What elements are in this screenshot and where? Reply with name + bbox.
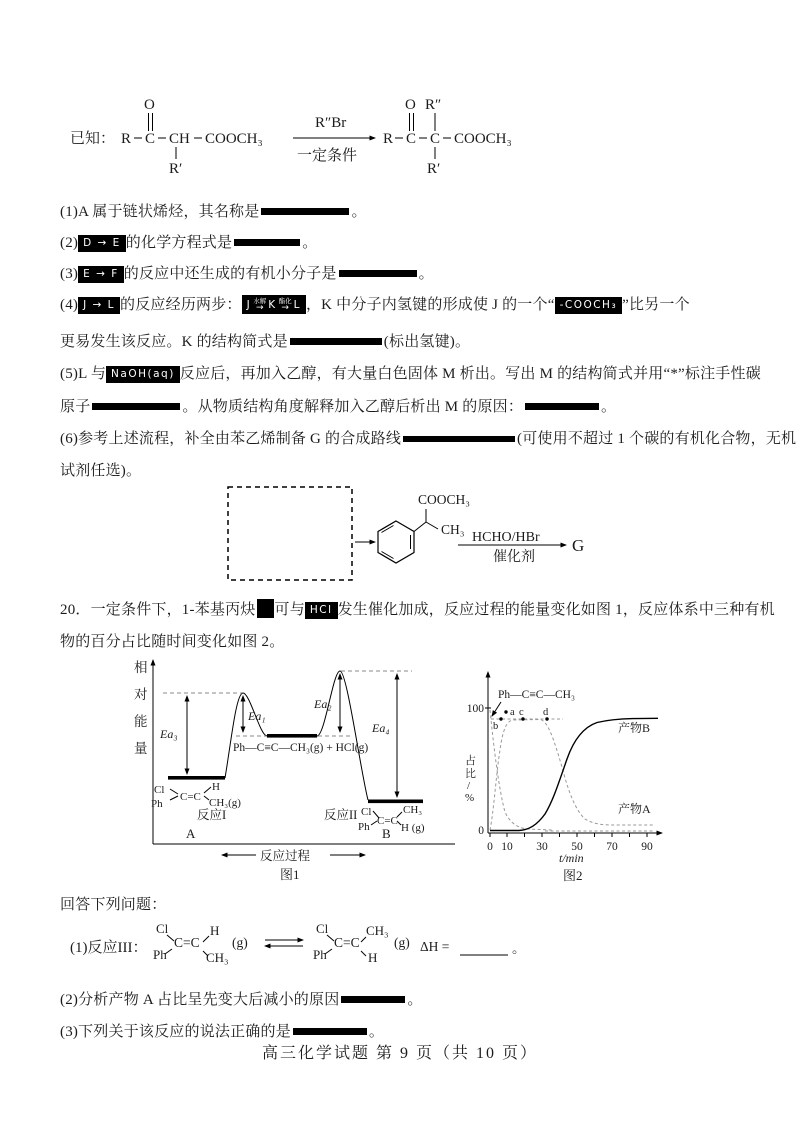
- tick-0: 0: [487, 841, 493, 853]
- q19-2-num: (2): [60, 235, 79, 251]
- q19-4-text1: 的反应经历两步：: [120, 297, 242, 313]
- answer-blank: [339, 270, 417, 277]
- group-ch3: CH₃: [366, 923, 389, 938]
- species-a-label: A: [186, 826, 196, 841]
- q19-4-text5: (标出氢键)。: [383, 334, 471, 350]
- reactants-label: Ph—C≡C—CH₃(g) + HCl(g): [233, 742, 369, 754]
- step-label-esterification: 酯化: [278, 297, 292, 306]
- equilibrium-arrows-icon: [265, 940, 303, 946]
- species-b-label: B: [382, 826, 391, 841]
- q20-intro-text1: 20．一定条件下，1-苯基丙炔: [60, 602, 256, 618]
- step-label-hydrolysis: 水解: [253, 297, 267, 306]
- condition-label: 一定条件: [297, 148, 358, 164]
- point-c-label: c: [519, 707, 524, 718]
- methyl-group: CH₃: [441, 522, 465, 537]
- atom-CH: CH: [169, 131, 190, 147]
- known-label: 已知：: [70, 131, 116, 147]
- product-g-label: G: [572, 536, 585, 555]
- double-bond-cc: C=C: [174, 935, 200, 950]
- q20-3-text: (3)下列关于该反应的说法正确的是: [60, 1024, 291, 1040]
- double-bond-cc: C=C: [180, 791, 201, 803]
- q19-6-text3: 试剂任选)。: [60, 463, 142, 479]
- reagent-label: HCHO/HBr: [472, 530, 540, 545]
- period-mark: 。: [512, 941, 526, 956]
- xlabel-text: 反应过程: [260, 849, 311, 863]
- level-reactants: [267, 734, 317, 738]
- answer-blank: [261, 208, 349, 215]
- page-footer: [0, 1040, 800, 1063]
- step-l: L: [293, 299, 301, 311]
- arrow-icon: →: [255, 302, 264, 313]
- point-b: [499, 717, 502, 720]
- q19-line1: [60, 200, 367, 221]
- ylabel-char: /: [467, 780, 471, 792]
- answer-blank: [525, 403, 599, 410]
- ea1-label: Ea₁: [248, 709, 266, 723]
- reactant-curve: [490, 710, 553, 830]
- q19-3-end: 。: [418, 266, 434, 282]
- step-j: J: [246, 299, 252, 311]
- q20-line2: [60, 988, 423, 1009]
- step-arrow-2: [279, 298, 292, 312]
- q19-1-text: (1)A 属于链状烯烃，其名称是: [60, 204, 260, 220]
- known-reaction-scheme: [55, 85, 625, 200]
- figure2-caption: 图2: [563, 868, 583, 883]
- q20-intro-text4: 物的百分占比随时间变化如图 2。: [60, 634, 285, 650]
- atom-h: H: [212, 781, 220, 793]
- q20-intro-line1: [60, 598, 775, 619]
- known-right-structure: [383, 97, 512, 177]
- q19-5-text4: 。从物质结构角度解释加入乙醇后析出 M 的原因：: [182, 399, 524, 415]
- product-b-label: 产物B: [618, 721, 651, 735]
- y-axis-label: [465, 753, 476, 804]
- atom-O: O: [144, 97, 155, 113]
- point-d-label: d: [543, 707, 549, 718]
- ester-group: COOCH₃: [205, 131, 263, 147]
- catalyst-label: 催化剂: [493, 550, 535, 565]
- reaction2-label: 反应II: [324, 808, 358, 822]
- atom-R: R: [383, 131, 394, 147]
- atom-R-prime: R′: [169, 161, 183, 177]
- tick-30: 30: [536, 841, 548, 853]
- q20-line3: [60, 1020, 384, 1041]
- q19-5-text2: 反应后，再加入乙醇，有大量白色固体 M 析出。写出 M 的结构简式并用“*”标注手性碳: [179, 366, 761, 382]
- atom-O: O: [405, 97, 416, 113]
- double-bond-cc: C=C: [377, 815, 398, 827]
- footer-text: 高三化学试题 第 9 页（共 10 页）: [261, 1045, 538, 1062]
- group-ch3: CH₃: [403, 804, 423, 816]
- q19-line6: [60, 362, 761, 383]
- redacted-badge-ester: -COOCH₃: [555, 297, 623, 314]
- atom-C: C: [430, 131, 441, 147]
- group-ph: Ph: [358, 821, 370, 833]
- atom-h: H: [210, 923, 220, 938]
- ylabel-char: 相: [134, 660, 148, 675]
- figure2-percentage-chart: [455, 660, 765, 890]
- figure1-energy-diagram: [90, 648, 465, 888]
- q19-5-end: 。: [601, 399, 617, 415]
- answer-blank: [234, 239, 300, 246]
- point-a: [504, 710, 507, 713]
- q19-2-text: 的化学方程式是: [125, 235, 233, 251]
- q19-line7: [60, 395, 616, 416]
- atom-R-doubleprime: R″: [425, 97, 442, 113]
- ylabel-char: 能: [134, 714, 148, 729]
- group-ph: Ph: [151, 798, 163, 810]
- reaction3-equation: [60, 905, 760, 985]
- q20-1-label: (1)反应III：: [70, 940, 148, 956]
- redacted-badge-two-steps: [242, 295, 306, 314]
- benzene-ring: [378, 521, 414, 563]
- benzene-intermediate-structure: [378, 492, 470, 563]
- atom-cl: Cl: [156, 921, 169, 936]
- tick-50: 50: [571, 841, 583, 853]
- point-a-label: a: [510, 707, 515, 718]
- redacted-badge-e-to-f: E → F: [78, 266, 124, 283]
- answer-blank: [92, 403, 180, 410]
- q19-2-end: 。: [302, 235, 318, 251]
- redacted-badge-d-to-e: D → E: [78, 235, 126, 252]
- q19-4-text4: 更易发生该反应。K 的结构简式是: [60, 334, 288, 350]
- arrow-icon: →: [281, 302, 289, 313]
- tick-70: 70: [606, 841, 618, 853]
- reaction1-label: 反应I: [197, 808, 227, 822]
- reactant-label: Ph—C≡C—CH₃: [498, 689, 575, 701]
- ea3-label: Ea₃: [160, 727, 178, 741]
- ea2-label: Ea₂: [314, 697, 332, 711]
- q19-5-text3: 原子: [60, 399, 91, 415]
- reagent-label: R″Br: [315, 115, 347, 131]
- group-ch3: CH₃(g): [209, 797, 241, 809]
- ester-group: COOCH₃: [454, 131, 512, 147]
- reaction3-left-structure: [153, 921, 248, 965]
- x-axis-label: t/min: [559, 851, 584, 865]
- redacted-structure-box: [257, 599, 274, 618]
- atom-h: H (g): [401, 822, 425, 834]
- atom-C: C: [145, 131, 156, 147]
- ylabel-char: 量: [134, 741, 148, 756]
- step-arrow-1: [253, 298, 266, 312]
- q19-5-text1: (5)L 与: [60, 366, 107, 382]
- synthesis-final-arrow: [458, 530, 584, 565]
- ylabel-char: 对: [134, 687, 148, 702]
- q19-1-end: 。: [351, 204, 367, 220]
- q19-3-text: 的反应中还生成的有机小分子是: [123, 266, 337, 282]
- answer-blank: [290, 338, 382, 345]
- ylabel-char: 占: [465, 755, 476, 767]
- group-ph: Ph: [153, 947, 167, 962]
- q19-line8: [60, 427, 796, 448]
- q19-4-text2: ，K 中分子内氢键的形成使 J 的一个“: [305, 297, 555, 313]
- q19-line4: [60, 293, 690, 314]
- answer-header-text: 回答下列问题：: [60, 897, 167, 913]
- double-bond-cc: C=C: [334, 935, 360, 950]
- y-axis-label: [134, 659, 148, 756]
- x-axis-label: [222, 848, 365, 863]
- synthesis-route-diagram: [200, 480, 620, 595]
- delta-h-label: ΔH =: [420, 939, 450, 954]
- ylabel-char: %: [465, 792, 475, 804]
- q19-line3: [60, 262, 434, 283]
- x-ticks: [490, 833, 647, 837]
- ylabel-char: 比: [465, 768, 476, 780]
- answer-blank: [403, 436, 515, 442]
- answer-blank: [341, 996, 405, 1003]
- known-reaction-arrow: [293, 115, 375, 164]
- atom-R: R: [121, 131, 132, 147]
- tick-90: 90: [641, 841, 653, 853]
- q19-line9: [60, 459, 141, 480]
- q19-3-num: (3): [60, 266, 79, 282]
- q19-4-num: (4): [60, 297, 79, 313]
- q19-line5: [60, 330, 470, 351]
- y-label-0: 0: [478, 825, 484, 837]
- redacted-badge-hcl: HCl: [305, 602, 338, 619]
- q20-intro-text3: 发生催化加成，反应过程的能量变化如图 1，反应体系中三种有机: [337, 602, 775, 618]
- q20-2-end: 。: [407, 992, 423, 1008]
- q19-6-text2: (可使用不超过 1 个碳的有机化合物，无机: [517, 431, 797, 447]
- structure-A: [151, 781, 241, 810]
- atom-R-prime: R′: [427, 161, 441, 177]
- figure1-caption: 图1: [280, 867, 300, 882]
- tick-10: 10: [501, 841, 513, 853]
- q19-line2: [60, 231, 317, 252]
- redacted-badge-j-to-l: J → L: [78, 297, 120, 314]
- level-B: [368, 800, 423, 804]
- step-k: K: [268, 299, 277, 311]
- atom-cl: Cl: [316, 921, 329, 936]
- q19-6-text1: (6)参考上述流程，补全由苯乙烯制备 G 的合成路线: [60, 431, 402, 447]
- q20-3-end: 。: [368, 1024, 385, 1040]
- answer-blank: [293, 1028, 367, 1035]
- level-A: [168, 776, 225, 780]
- redacted-badge-naoh: NaOH(aq): [106, 366, 180, 383]
- gas-state-label: (g): [394, 935, 410, 950]
- ester-group: COOCH₃: [418, 492, 470, 507]
- atom-C: C: [406, 131, 417, 147]
- gas-state-label: (g): [232, 935, 248, 950]
- ea4-label: Ea₄: [372, 721, 390, 735]
- q20-2-text: (2)分析产物 A 占比呈先变大后减小的原因: [60, 992, 340, 1008]
- product-a-label: 产物A: [618, 802, 651, 816]
- known-left-structure: [121, 97, 263, 177]
- atom-cl: Cl: [361, 806, 372, 818]
- q19-4-text3: ”比另一个: [622, 297, 690, 313]
- y-label-100: 100: [466, 703, 484, 715]
- q20-intro-text2: 可与: [274, 602, 305, 618]
- synthesis-answer-box: [228, 487, 352, 580]
- reaction3-right-structure: [313, 921, 410, 965]
- structure-B: [358, 804, 425, 834]
- group-ch3: CH₃: [206, 950, 229, 965]
- group-ph: Ph: [313, 947, 327, 962]
- atom-h: H: [368, 950, 378, 965]
- point-b-label: b: [493, 721, 499, 732]
- atom-cl: Cl: [154, 784, 165, 796]
